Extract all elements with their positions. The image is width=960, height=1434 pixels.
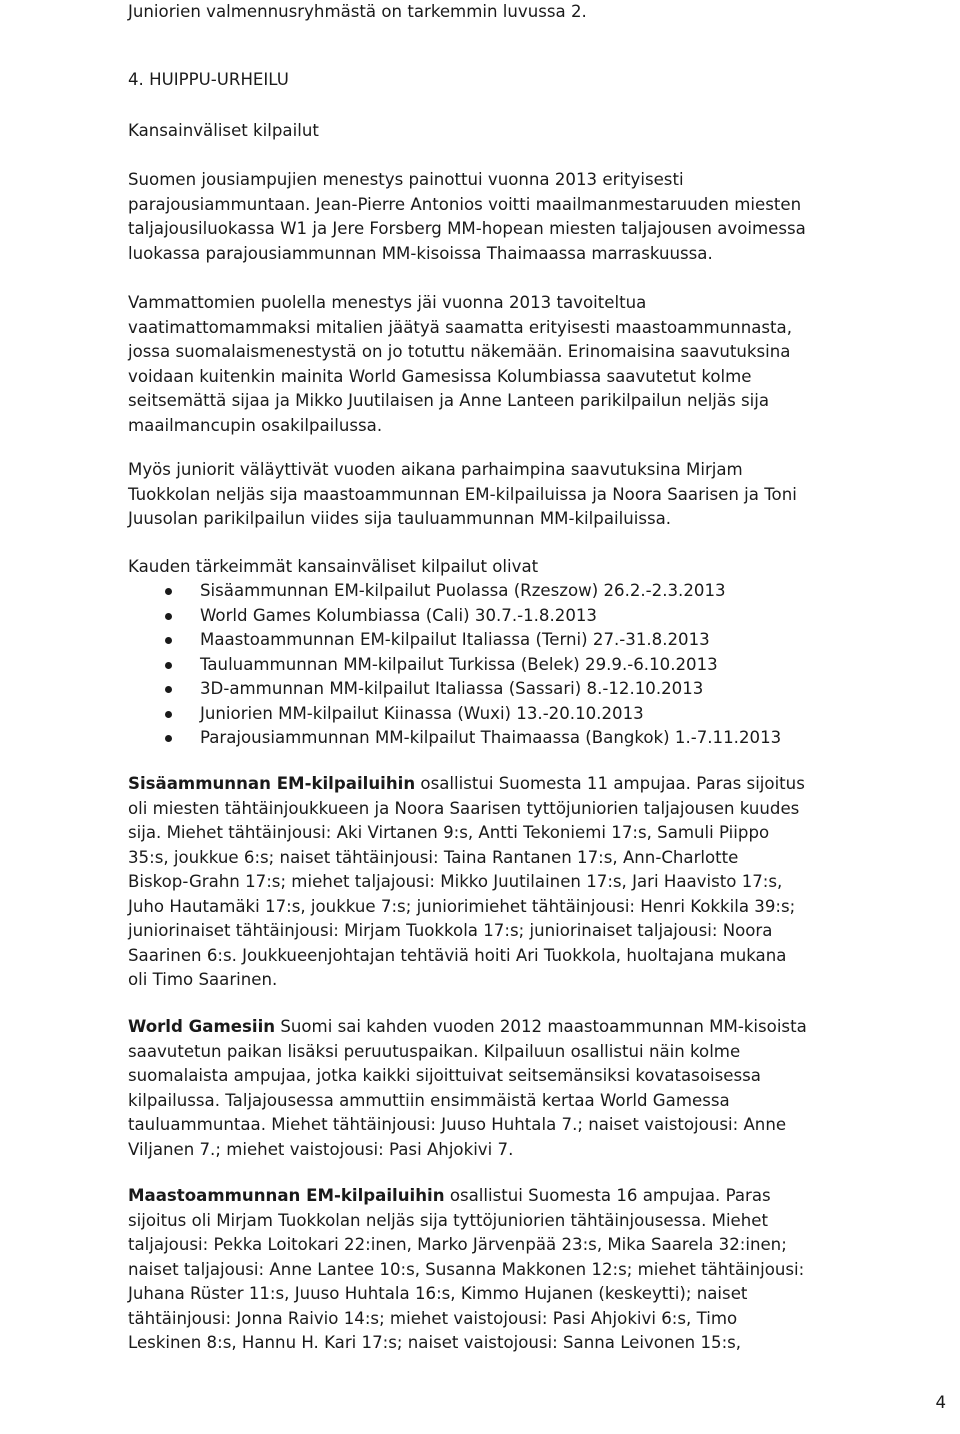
list-item: Juniorien MM-kilpailut Kiinassa (Wuxi) 13.-20.10.2013	[128, 702, 781, 727]
text-line: maailmancupin osakilpailussa.	[128, 415, 383, 435]
text-line: Myös juniorit väläyttivät vuoden aikana parhaimpina saavutuksina Mirjam	[128, 460, 743, 479]
text-line: Suomen jousiampujien menestys painottui vuonna 2013 erityisesti	[128, 170, 684, 189]
text-line: jossa suomalaismenestystä on jo totuttu näkemään. Erinomaisina saavutuksina	[128, 342, 791, 361]
list-item: Sisäammunnan EM-kilpailut Puolassa (Rzeszow) 26.2.-2.3.2013	[128, 579, 781, 604]
text-line: suomalaista ampujaa, jotka kaikki sijoittuivat seitsemänsiksi kovatasoisessa	[128, 1066, 761, 1085]
text-line: saavutetun paikan lisäksi peruutuspaikan. Kilpailuun osallistui näin kolme	[128, 1041, 741, 1061]
paragraph-para-results	[128, 168, 806, 266]
list-intro: Kauden tärkeimmät kansainväliset kilpailut olivat	[128, 557, 539, 576]
bold-lead: Sisäammunnan EM-kilpailuihin	[128, 774, 416, 793]
text-line: Juho Hautamäki 17:s, joukkue 7:s; juniorimiehet tähtäinjousi: Henri Kokkila 39:s;	[128, 896, 796, 916]
text-line: naiset taljajousi: Anne Lantee 10:s, Susanna Makkonen 12:s; miehet tähtäinjousi:	[128, 1259, 805, 1279]
text-line: Viljanen 7.; miehet vaistojousi: Pasi Ahjokivi 7.	[128, 1139, 514, 1159]
list-item: Tauluammunnan MM-kilpailut Turkissa (Belek) 29.9.-6.10.2013	[128, 653, 781, 678]
text-line: Juhana Rüster 11:s, Juuso Huhtala 16:s, Kimmo Hujanen (keskeytti); naiset	[128, 1284, 748, 1303]
subheading: Kansainväliset kilpailut	[128, 121, 319, 140]
text-line: oli miesten tähtäinjoukkueen ja Noora Saarisen tyttöjuniorien taljajousen kuudes	[128, 798, 800, 818]
text-line: Saarinen 6:s. Joukkueenjohtajan tehtäviä hoiti Ari Tuokkola, huoltajana mukana	[128, 945, 787, 965]
text-line: sija. Miehet tähtäinjousi: Aki Virtanen 9:s, Antti Tekoniemi 17:s, Samuli Piippo	[128, 823, 770, 842]
text-line: Leskinen 8:s, Hannu H. Kari 17:s; naiset vaistojousi: Sanna Leivonen 15:s,	[128, 1333, 742, 1352]
text-line: voidaan kuitenkin mainita World Gamesissa Kolumbiassa saavutetut kolme	[128, 366, 752, 386]
text-line: taljajousi: Pekka Loitokari 22:inen, Marko Järvenpää 23:s, Mika Saarela 32:inen;	[128, 1235, 787, 1254]
text-line: 35:s, joukkue 6:s; naiset tähtäinjousi: Taina Rantanen 17:s, Ann-Charlotte	[128, 847, 739, 867]
text-line: tähtäinjousi: Jonna Raivio 14:s; miehet vaistojousi: Pasi Ahjokivi 6:s, Timo	[128, 1308, 738, 1328]
paragraph-indoor-em	[128, 772, 805, 993]
text-line: Vammattomien puolella menestys jäi vuonna 2013 tavoiteltua	[128, 293, 647, 312]
list-item: World Games Kolumbiassa (Cali) 30.7.-1.8.2013	[128, 604, 781, 629]
text-line: vaatimattomammaksi mitalien jäätyä saamatta erityisesti maastoammunnasta,	[128, 317, 792, 337]
text-line: seitsemättä sijaa ja Mikko Juutilaisen ja Anne Lanteen parikilpailun neljäs sija	[128, 391, 770, 410]
paragraph-juniors	[128, 458, 797, 532]
text-line: Tuokkolan neljäs sija maastoammunnan EM-kilpailuissa ja Noora Saarisen ja Toni	[128, 484, 797, 504]
text-line: kilpailussa. Taljajousessa ammuttiin ensimmäistä kertaa World Gamessa	[128, 1090, 730, 1110]
text-line: juniorinaiset tähtäinjousi: Mirjam Tuokkola 17:s; juniorinaiset taljajousi: Noora	[128, 921, 773, 940]
competitions-list	[128, 579, 781, 751]
text-line: oli Timo Saarinen.	[128, 970, 278, 989]
text-line: sijoitus oli Mirjam Tuokkolan neljäs sija tyttöjuniorien tähtäinjousessa. Miehet	[128, 1210, 769, 1230]
paragraph-field-em	[128, 1184, 804, 1356]
paragraph-able-bodied	[128, 291, 792, 438]
list-item: Maastoammunnan EM-kilpailut Italiassa (Terni) 27.-31.8.2013	[128, 628, 781, 653]
section-heading: 4. HUIPPU-URHEILU	[128, 70, 289, 89]
text-line: tauluammuntaa. Miehet tähtäinjousi: Juuso Huhtala 7.; naiset vaistojousi: Anne	[128, 1115, 787, 1134]
list-item: 3D-ammunnan MM-kilpailut Italiassa (Sassari) 8.-12.10.2013	[128, 677, 781, 702]
text-line	[128, 772, 805, 797]
text-line: Biskop-Grahn 17:s; miehet taljajousi: Mikko Juutilainen 17:s, Jari Haavisto 17:s,	[128, 872, 783, 891]
paragraph-world-games	[128, 1015, 807, 1162]
bold-lead: World Gamesiin	[128, 1017, 276, 1036]
list-item: Parajousiammunnan MM-kilpailut Thaimaassa (Bangkok) 1.-7.11.2013	[128, 726, 781, 751]
bold-lead: Maastoammunnan EM-kilpailuihin	[128, 1186, 445, 1205]
lead-rest: osallistui Suomesta 11 ampujaa. Paras sijoitus	[415, 774, 805, 793]
lead-rest: Suomi sai kahden vuoden 2012 maastoammunnan MM-kisoista	[275, 1017, 807, 1036]
text-line	[128, 1015, 807, 1040]
text-line: taljajousiluokassa W1 ja Jere Forsberg MM-hopean miesten taljajousen avoimessa	[128, 219, 806, 238]
lead-rest: osallistui Suomesta 16 ampujaa. Paras	[444, 1186, 771, 1205]
text-line	[128, 1184, 804, 1209]
text-line: luokassa parajousiammunnan MM-kisoissa Thaimaassa marraskuussa.	[128, 243, 713, 263]
text-line: Juusolan parikilpailun viides sija tauluammunnan MM-kilpailuissa.	[128, 509, 672, 528]
page-number: 4	[935, 1393, 946, 1412]
text-line: parajousiammuntaan. Jean-Pierre Antonios voitti maailmanmestaruuden miesten	[128, 194, 802, 214]
intro-line: Juniorien valmennusryhmästä on tarkemmin luvussa 2.	[128, 2, 587, 21]
